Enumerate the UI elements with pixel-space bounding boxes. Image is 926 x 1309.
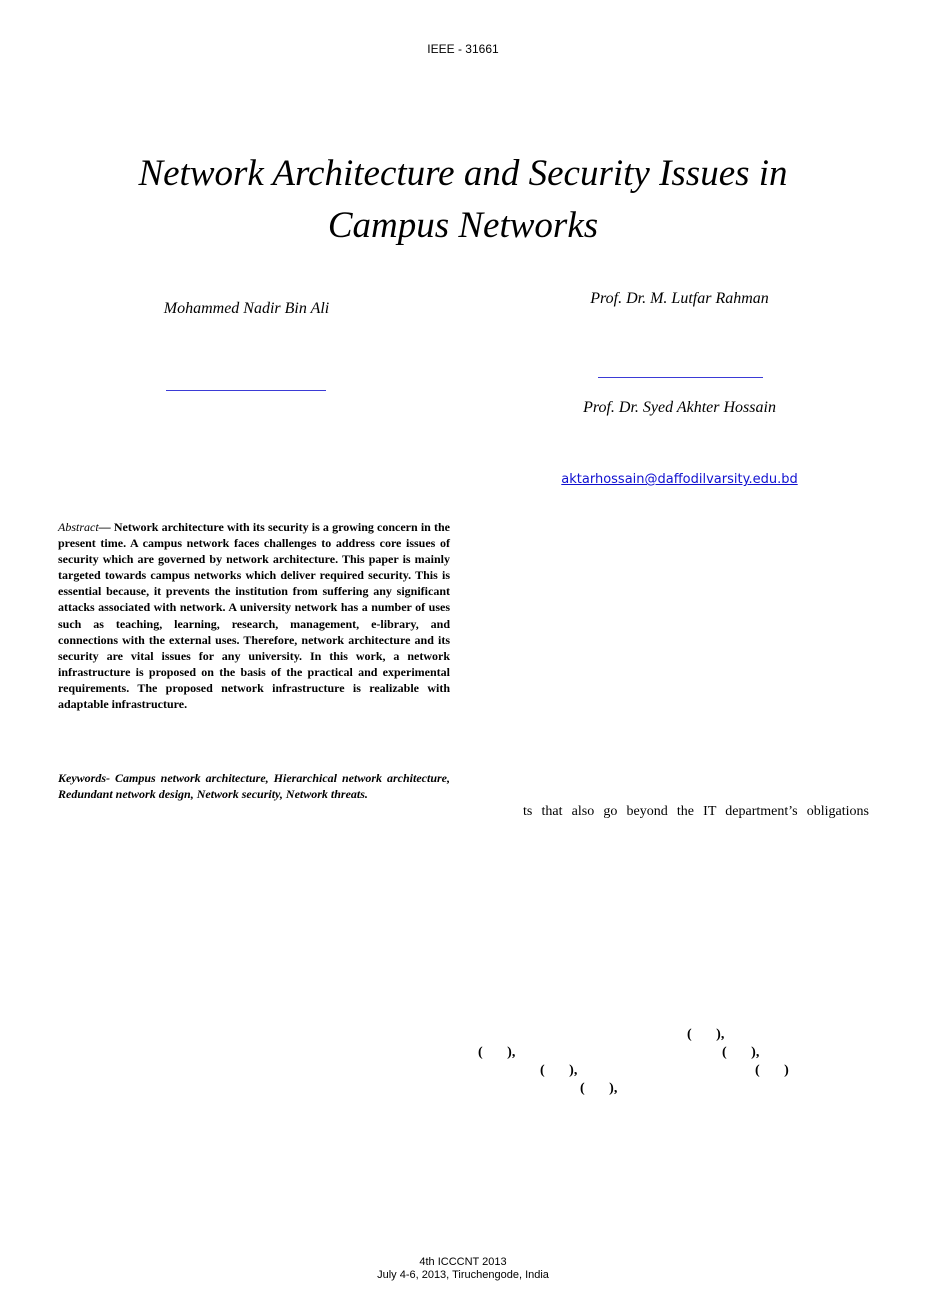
author-2-email-underline [598,377,763,378]
footer-line-2: July 4-6, 2013, Tiruchengode, India [377,1269,549,1281]
abstract-dash: — [98,520,111,534]
paren-fragment-3: ( ), [722,1045,760,1060]
abstract [58,519,450,712]
paper-title [40,148,886,252]
paren-fragment-4: ( ), [540,1063,578,1078]
abstract-text: Network architecture with its security is a growing concern in the present time. A campus network faces challenges to address core issues of security which are governed by network architecture. This paper is mainly targeted towards campus networks which deliver required security. This is essential because, it prevents the institution from suffering any significant attacks associated with network. A university network has a number of uses such as teaching, learning, research, management, e-library, and connections with the external uses. Therefore, network architecture and its security are vital issues for any university. In this work, a network infrastructure is proposed on the basis of the practical and experimental requirements. The proposed network infrastructure is realizable with adaptable infrastructure. [58,520,450,712]
paren-fragment-2: ( ), [478,1045,516,1060]
paren-fragment-1: ( ), [687,1027,725,1042]
footer-line-1: 4th ICCCNT 2013 [419,1256,507,1268]
author-3-email-link[interactable]: aktarhossain@daffodilvarsity.edu.bd [561,472,798,487]
author-1-email-underline [166,390,326,391]
page-footer [0,1256,926,1282]
title-line-1: Network Architecture and Security Issues in [138,153,788,194]
author-2-name: Prof. Dr. M. Lutfar Rahman [590,290,769,307]
conference-id: IEEE - 31661 [427,42,499,56]
paren-fragment-6: ( ), [580,1081,618,1096]
body-text-fragment: ts that also go beyond the IT department’s obligations [523,804,869,819]
author-3-name: Prof. Dr. Syed Akhter Hossain [583,399,776,416]
abstract-lead: Abstract [58,520,99,534]
title-line-2: Campus Networks [327,205,599,246]
author-1-name: Mohammed Nadir Bin Ali [163,300,330,317]
keywords: Keywords- Campus network architecture, Hierarchical network architecture, Redundant network design, Network security, Network threats. [58,771,450,802]
paren-fragment-5: ( ) [755,1063,789,1078]
